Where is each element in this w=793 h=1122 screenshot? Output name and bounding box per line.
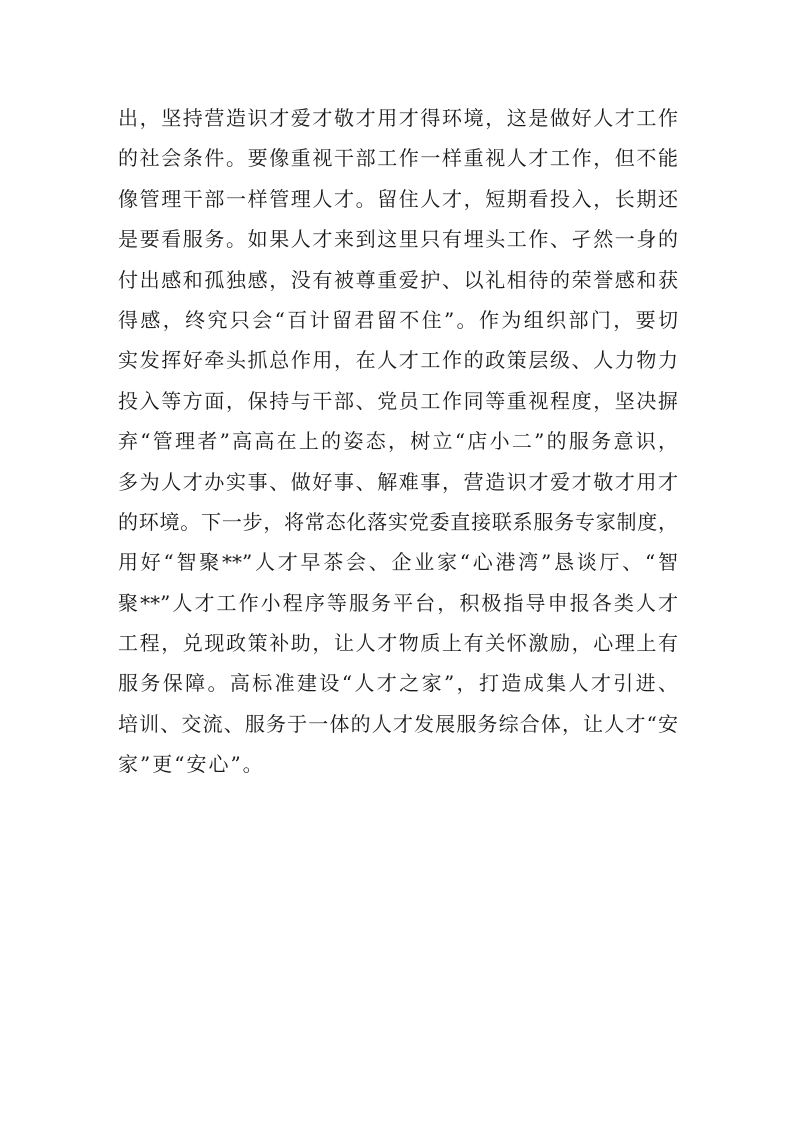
text-line-5: 付出感和孤独感，没有被尊重爱护、以礼相待的荣誉感和获 — [118, 267, 678, 292]
text-line-10: 多为人才办实事、做好事、解难事，营造识才爱才敬才用才 — [118, 469, 678, 494]
text-line-8: 投入等方面，保持与干部、党员工作同等重视程度，坚决摒 — [118, 388, 678, 413]
text-line-3: 像管理干部一样管理人才。留住人才，短期看投入，长期还 — [118, 186, 678, 211]
text-line-2: 的社会条件。要像重视干部工作一样重视人才工作，但不能 — [118, 146, 678, 171]
text-line-9: 弃“管理者”高高在上的姿态，树立“店小二”的服务意识， — [118, 429, 678, 454]
text-line-17: 家”更“安心”。 — [118, 752, 265, 777]
text-line-6: 得感，终究只会“百计留君留不住”。作为组织部门，要切 — [118, 307, 678, 332]
text-line-16: 培训、交流、服务于一体的人才发展服务综合体，让人才“安 — [118, 711, 678, 736]
text-line-1: 出，坚持营造识才爱才敬才用才得环境，这是做好人才工作 — [118, 106, 678, 130]
text-line-12: 用好“智聚**”人才早茶会、企业家“心港湾”恳谈厅、“智 — [118, 550, 678, 575]
text-line-14: 工程，兑现政策补助，让人才物质上有关怀激励，心理上有 — [118, 631, 678, 656]
text-line-13: 聚**”人才工作小程序等服务平台，积极指导申报各类人才 — [118, 590, 678, 615]
text-line-7: 实发挥好牵头抓总作用，在人才工作的政策层级、人力物力 — [118, 348, 678, 373]
text-line-4: 是要看服务。如果人才来到这里只有埋头工作、孑然一身的 — [118, 227, 678, 252]
body-paragraph — [118, 98, 678, 785]
text-line-11: 的环境。下一步，将常态化落实党委直接联系服务专家制度， — [118, 509, 678, 534]
text-line-15: 服务保障。高标准建设“人才之家”，打造成集人才引进、 — [118, 671, 678, 696]
